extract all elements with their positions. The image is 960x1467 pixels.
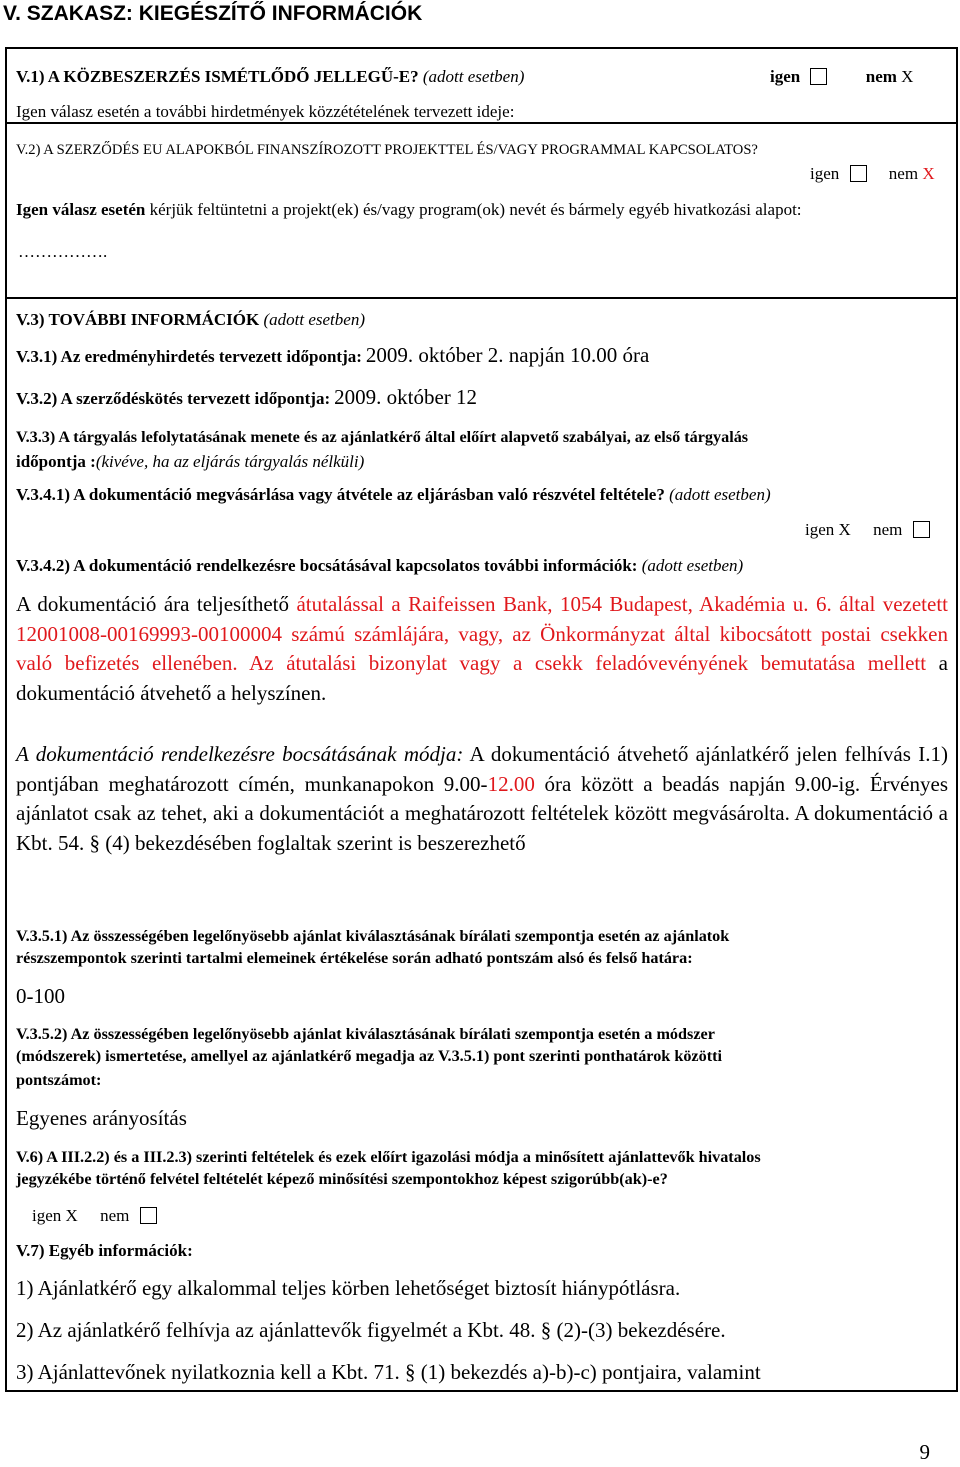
v2-followup: [16, 200, 802, 220]
v7-item-1: 1) Ajánlatkérő egy alkalommal teljes körben lehetőséget biztosít hiánypótlásra.: [16, 1276, 681, 1300]
v1-row: [16, 67, 524, 87]
v6-label2: jegyzékébe történő felvétel feltételét képező minősítési szempontokhoz képest szigorúbb(ak)-e?: [16, 1170, 668, 1188]
section-title: V. SZAKASZ: KIEGÉSZÍTŐ INFORMÁCIÓK: [3, 2, 423, 25]
v341-label: V.3.4.1) A dokumentáció megvásárlása vagy átvétele az eljárásban való részvétel feltétele?: [16, 485, 665, 504]
v341-note: (adott esetben): [669, 485, 771, 504]
v2-nem-label: nem: [888, 164, 919, 183]
v6-nem-checkbox[interactable]: [140, 1207, 157, 1224]
v7-item-3: 3) Ajánlattevőnek nyilatkoznia kell a Kbt. 71. § (1) bekezdés a)-b)-c) pontjaira, valamint: [16, 1360, 761, 1384]
divider: [6, 297, 956, 299]
v2-igen-checkbox[interactable]: [850, 165, 867, 182]
v342-note: (adott esetben): [641, 556, 744, 575]
v351-label2: részszempontok szerinti tartalmi elemeinek értékelése során adható pontszám alsó és felső határa:: [16, 949, 693, 967]
v2-igen-label: igen: [810, 164, 840, 183]
v341-igen-label: igen: [805, 520, 835, 539]
v351-value: 0-100: [16, 984, 65, 1008]
divider: [6, 122, 956, 124]
v6-nem-label: nem: [100, 1206, 130, 1225]
v1-choice: [770, 67, 913, 87]
v32-label: V.3.2) A szerződéskötés tervezett időpontja:: [16, 389, 331, 408]
v6-igen-label: igen: [32, 1206, 62, 1225]
v2-nem-mark[interactable]: X: [922, 164, 935, 183]
v3-note: (adott esetben): [263, 310, 365, 329]
v33-label: V.3.3) A tárgyalás lefolytatásának menete és az ajánlatkérő által előírt alapvető szabályai, az első tárgyalás: [16, 428, 749, 446]
v341-igen-mark[interactable]: X: [838, 520, 851, 539]
v3-heading: [16, 310, 365, 330]
v7-item-2: 2) Az ajánlatkérő felhívja az ajánlattevők figyelmét a Kbt. 48. § (2)-(3) bekezdésére.: [16, 1318, 726, 1342]
page-number: 9: [919, 1440, 930, 1464]
v342-row: [16, 556, 743, 576]
v6-igen-mark[interactable]: X: [65, 1206, 78, 1225]
v352-label3: pontszámot:: [16, 1071, 102, 1089]
v2-label: V.2) A SZERZŐDÉS EU ALAPOKBÓL FINANSZÍROZOTT PROJEKTTEL ÉS/VAGY PROGRAMMAL KAPCSOLATOS?: [16, 142, 758, 158]
v3-label: V.3) TOVÁBBI INFORMÁCIÓK: [16, 310, 260, 329]
v342-label: V.3.4.2) A dokumentáció rendelkezésre bocsátásával kapcsolatos további információk:: [16, 556, 638, 575]
v31-row: [16, 343, 649, 368]
p1-text-red: átutalással a Raifeissen Bank, 1054 Budapest, Akadémia u. 6. által vezetett 12001008-00169993-00100004 számú számlájára, vagy, az Önkormányzat által kibocsátott postai csekken való befizetés ellenében. Az átutalási bizonylat vagy a csekk feladóvevényének bemutatása mellett: [16, 592, 948, 676]
v341-choice: [805, 520, 930, 540]
v1-igen-checkbox[interactable]: [810, 68, 827, 85]
p1-text-c: a dokumentáció átvehető a helyszínen.: [16, 651, 948, 706]
v32-value: 2009. október 12: [334, 385, 478, 409]
v2-choice: [810, 164, 935, 184]
v33-row2: [16, 452, 364, 472]
v7-label: V.7) Egyéb információk:: [16, 1241, 193, 1260]
v341-nem-label: nem: [873, 520, 903, 539]
v1-note: (adott esetben): [422, 67, 525, 86]
v1-label: V.1) A KÖZBESZERZÉS ISMÉTLŐDŐ JELLEGŰ-E?: [16, 67, 419, 86]
p2-text-a: A dokumentáció átvehető ajánlatkérő jelen felhívás I.1) pontjában meghatározott címén, munkanapokon 9.00-: [16, 742, 949, 796]
v31-label: V.3.1) Az eredményhirdetés tervezett időpontja:: [16, 347, 362, 366]
v6-label: V.6) A III.2.2) és a III.2.3) szerinti feltételek és ezek előírt igazolási módja a minősített ajánlattevők hivatalos: [16, 1148, 761, 1166]
form-box: [5, 47, 958, 1392]
p2-italic: A dokumentáció rendelkezésre bocsátásának módja:: [16, 742, 464, 766]
v2-followup-bold: Igen válasz esetén: [16, 200, 146, 219]
p1-text-a: A dokumentáció ára teljesíthető: [16, 592, 297, 616]
v1-nem-mark[interactable]: X: [901, 67, 914, 86]
v351-label: V.3.5.1) Az összességében legelőnyösebb ajánlat kiválasztásának bírálati szempontja esetén az ajánlatok: [16, 927, 730, 945]
v2-dots: …………….: [18, 242, 108, 261]
v6-choice: [32, 1206, 157, 1226]
v341-nem-checkbox[interactable]: [913, 521, 930, 538]
v33-note: (kivéve, ha az eljárás tárgyalás nélküli): [95, 452, 365, 471]
v2-followup-rest: kérjük feltüntetni a projekt(ek) és/vagy program(ok) nevét és bármely egyéb hivatkozási alapot:: [149, 200, 802, 219]
v31-value: 2009. október 2. napján 10.00 óra: [365, 343, 650, 367]
v341-row: [16, 485, 771, 505]
v1-igen-label: igen: [770, 67, 801, 86]
v352-label2: (módszerek) ismertetése, amellyel az ajánlatkérő megadja az V.3.5.1) pont szerinti ponthatárok közötti: [16, 1047, 722, 1065]
v32-row: [16, 385, 477, 410]
v352-value: Egyenes arányosítás: [16, 1106, 187, 1130]
v352-label: V.3.5.2) Az összességében legelőnyösebb ajánlat kiválasztásának bírálati szempontja esetén a módszer: [16, 1025, 715, 1043]
p2-text-red: 12.00: [487, 771, 535, 796]
v1-nem-label: nem: [865, 67, 897, 86]
v33-label2: időpontja :: [16, 452, 96, 471]
p2-text-b: óra között a beadás napján 9.00-ig. Érvényes ajánlatot csak az tehet, aki a dokumentációt a meghatározott feltételek között megvásárolta. A dokumentáció a Kbt. 54. § (4) bekezdésében foglaltak szerint is beszerezhető: [16, 771, 948, 856]
v1-followup: Igen válasz esetén a további hirdetmények közzétételének tervezett ideje:: [16, 102, 515, 121]
v342-paragraph-1: [16, 590, 948, 709]
v342-paragraph-2: [16, 740, 948, 859]
